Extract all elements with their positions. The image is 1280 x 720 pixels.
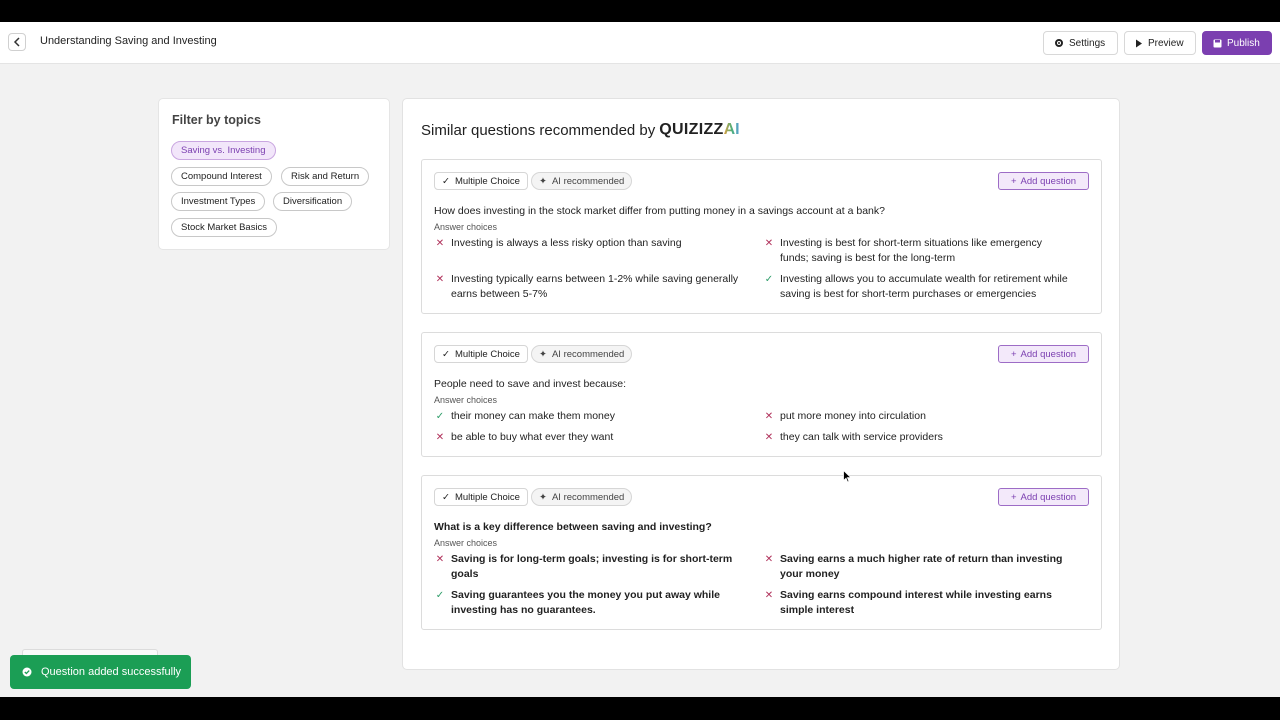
- answer-choices-label: Answer choices: [434, 395, 498, 405]
- sparkle-icon: ✦: [539, 348, 547, 360]
- answer-choices-label: Answer choices: [434, 538, 498, 548]
- answer-choice: [434, 430, 744, 445]
- publish-button[interactable]: [1202, 31, 1272, 55]
- mouse-cursor-icon: [843, 470, 852, 483]
- question-card: [421, 332, 1102, 457]
- check-circle-icon: [22, 667, 32, 677]
- add-question-button[interactable]: [998, 345, 1089, 363]
- back-button[interactable]: [8, 33, 26, 51]
- question-card: [421, 159, 1102, 314]
- settings-label: Settings: [1069, 37, 1106, 49]
- answer-choice: [763, 430, 1073, 445]
- question-text: People need to save and invest because:: [434, 378, 627, 390]
- add-question-button[interactable]: [998, 172, 1089, 190]
- add-question-button[interactable]: [998, 488, 1089, 506]
- answer-text: Investing allows you to accumulate wealth for retirement while saving is best for short-term purchases or emergencies: [780, 273, 1068, 300]
- gear-icon: [1054, 38, 1064, 48]
- incorrect-icon: ✕: [764, 238, 774, 249]
- check-icon: ✓: [442, 175, 450, 187]
- answer-text: Saving earns compound interest while investing earns simple interest: [780, 589, 1052, 616]
- sparkle-icon: ✦: [539, 175, 547, 187]
- answer-choice: [434, 236, 744, 251]
- ai-recommended-label: AI recommended: [551, 348, 625, 360]
- plus-icon: +: [1010, 348, 1017, 360]
- answer-text: Investing is best for short-term situations like emergency funds; saving is best for the long-term: [780, 237, 1043, 264]
- check-icon: ✓: [442, 491, 450, 503]
- answer-text: Investing typically earns between 1-2% while saving generally earns between 5-7%: [451, 273, 739, 300]
- answer-choice: [434, 552, 744, 582]
- answer-text: they can talk with service providers: [780, 431, 943, 443]
- incorrect-icon: ✕: [764, 554, 774, 565]
- answer-text: put more money into circulation: [780, 410, 926, 422]
- answer-choice: [434, 588, 744, 618]
- plus-icon: +: [1010, 175, 1017, 187]
- answer-choices-label: Answer choices: [434, 222, 498, 232]
- question-type-label: Multiple Choice: [454, 175, 520, 187]
- answer-text: Saving earns a much higher rate of return than investing your money: [780, 553, 1063, 580]
- topic-chip-diversification[interactable]: Diversification: [273, 192, 352, 211]
- answer-choice: [763, 552, 1073, 582]
- recommendations-title-text: Similar questions recommended by: [421, 121, 656, 139]
- incorrect-icon: ✕: [435, 274, 445, 285]
- save-icon: [1213, 39, 1222, 48]
- ai-recommended-label: AI recommended: [551, 175, 625, 187]
- topic-chip-stock-market-basics[interactable]: Stock Market Basics: [171, 218, 277, 237]
- publish-label: Publish: [1227, 37, 1260, 49]
- ai-recommended-label: AI recommended: [551, 491, 625, 503]
- question-card: [421, 475, 1102, 630]
- incorrect-icon: ✕: [435, 238, 445, 249]
- settings-button[interactable]: [1043, 31, 1118, 55]
- app-window: [0, 22, 1280, 697]
- question-type-badge: [434, 172, 528, 190]
- question-type-label: Multiple Choice: [454, 491, 520, 503]
- play-icon: [1135, 39, 1143, 48]
- incorrect-icon: ✕: [435, 554, 445, 565]
- ai-recommended-badge: [531, 488, 632, 506]
- question-type-label: Multiple Choice: [454, 348, 520, 360]
- topic-chip-saving-vs-investing[interactable]: Saving vs. Investing: [171, 141, 276, 160]
- answer-choice: [763, 272, 1073, 302]
- sparkle-icon: ✦: [539, 491, 547, 503]
- question-text: How does investing in the stock market differ from putting money in a savings account at a bank?: [434, 205, 885, 217]
- recommendations-title: [421, 121, 740, 139]
- topic-chip-compound-interest[interactable]: Compound Interest: [171, 167, 272, 186]
- answer-choice: [763, 409, 1073, 424]
- add-question-label: Add question: [1020, 491, 1077, 503]
- chevron-left-icon: [13, 37, 21, 47]
- recommendations-panel: [402, 98, 1120, 670]
- plus-icon: +: [1010, 491, 1017, 503]
- answer-choice: [434, 409, 744, 424]
- add-question-label: Add question: [1020, 348, 1077, 360]
- preview-button[interactable]: [1124, 31, 1196, 55]
- incorrect-icon: ✕: [764, 432, 774, 443]
- quizizz-logo: [659, 121, 739, 139]
- answer-text: their money can make them money: [451, 410, 615, 422]
- answer-text: be able to buy what ever they want: [451, 431, 614, 443]
- page-title: Understanding Saving and Investing: [40, 35, 217, 47]
- answer-text: Saving guarantees you the money you put away while investing has no guarantees.: [451, 589, 720, 616]
- answer-choice: [763, 588, 1073, 618]
- logo-text: QUIZIZZ: [659, 121, 724, 138]
- correct-icon: ✓: [764, 274, 774, 285]
- answer-choice: [763, 236, 1073, 266]
- success-toast[interactable]: [10, 655, 191, 689]
- question-type-badge: [434, 488, 528, 506]
- answer-choice: [434, 272, 744, 302]
- topic-chip-risk-and-return[interactable]: Risk and Return: [281, 167, 369, 186]
- logo-ai: AI: [723, 121, 740, 138]
- question-text: What is a key difference between saving and investing?: [434, 521, 712, 533]
- topic-chip-investment-types[interactable]: Investment Types: [171, 192, 265, 211]
- ai-recommended-badge: [531, 172, 632, 190]
- answer-text: Saving is for long-term goals; investing is for short-term goals: [451, 553, 733, 580]
- correct-icon: ✓: [435, 411, 445, 422]
- ai-recommended-badge: [531, 345, 632, 363]
- incorrect-icon: ✕: [764, 411, 774, 422]
- incorrect-icon: ✕: [435, 432, 445, 443]
- check-icon: ✓: [442, 348, 450, 360]
- incorrect-icon: ✕: [764, 590, 774, 601]
- filter-panel: [158, 98, 390, 250]
- question-type-badge: [434, 345, 528, 363]
- filter-title: Filter by topics: [172, 113, 261, 127]
- top-bar: [0, 22, 1280, 64]
- toast-message: Question added successfully: [41, 666, 182, 678]
- preview-label: Preview: [1148, 37, 1184, 49]
- correct-icon: ✓: [435, 590, 445, 601]
- add-question-label: Add question: [1020, 175, 1077, 187]
- answer-text: Investing is always a less risky option than saving: [451, 237, 682, 249]
